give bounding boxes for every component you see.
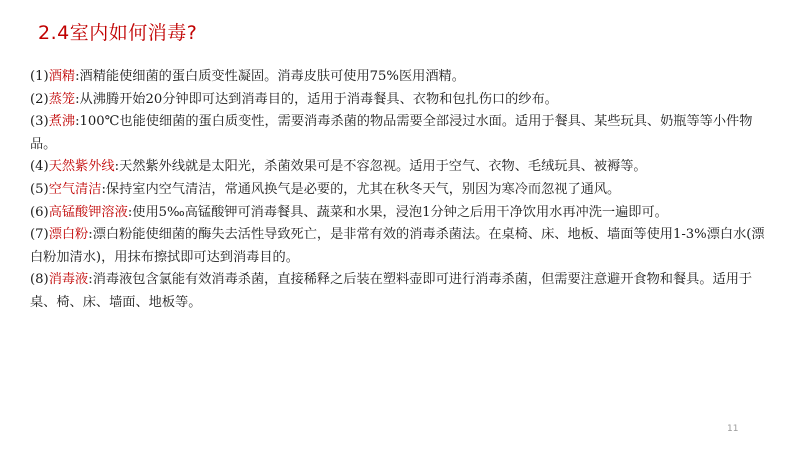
page-title: 2.4室内如何消毒? (38, 22, 198, 44)
item-text: :漂白粉能使细菌的酶失去活性导致死亡，是非常有效的消毒杀菌法。在桌椅、床、地板、墙面等使用1-3%漂白水(漂白粉加清水)，用抹布擦拭即可达到消毒目的。 (30, 227, 765, 265)
item-keyword: 消毒液 (48, 272, 89, 288)
list-item (30, 269, 775, 314)
list-item (30, 224, 775, 269)
item-text: :消毒液包含氯能有效消毒杀菌，直接稀释之后装在塑料壶即可进行消毒杀菌，但需要注意避开食物和餐具。适用于桌、椅、床、墙面、地板等。 (30, 272, 753, 310)
item-number: (8) (30, 272, 49, 288)
item-keyword: 漂白粉 (48, 227, 89, 243)
item-number: (5) (30, 181, 49, 197)
list-item (30, 179, 775, 202)
item-text: :使用5‰高锰酸钾可消毒餐具、蔬菜和水果，浸泡1分钟之后用干净饮用水再冲洗一遍即可。 (127, 204, 668, 220)
item-text: :100℃也能使细菌的蛋白质变性，需要消毒杀菌的物品需要全部浸过水面。适用于餐具、某些玩具、奶瓶等等小件物品。 (30, 114, 753, 152)
item-keyword: 空气清洁 (48, 181, 102, 197)
item-text: :保持室内空气清洁，常通风换气是必要的，尤其在秋冬天气，别因为寒冷而忽视了通风。 (101, 181, 621, 197)
item-keyword: 煮沸 (48, 114, 76, 130)
content-list (30, 66, 775, 315)
item-keyword: 高锰酸钾溶液 (48, 204, 128, 220)
list-item (30, 156, 775, 179)
list-item (30, 202, 775, 225)
item-text: :天然紫外线就是太阳光，杀菌效果可是不容忽视。适用于空气、衣物、毛绒玩具、被褥等。 (114, 159, 647, 175)
item-keyword: 酒精 (48, 69, 76, 84)
item-text: :酒精能使细菌的蛋白质变性凝固。消毒皮肤可使用75%医用酒精。 (75, 69, 465, 84)
item-number: (6) (30, 204, 49, 220)
item-number: (1) (30, 69, 49, 84)
list-item (30, 111, 775, 156)
item-keyword: 蒸笼 (48, 91, 76, 107)
item-keyword: 天然紫外线 (48, 159, 115, 175)
list-item (30, 89, 775, 112)
item-text: :从沸腾开始20分钟即可达到消毒目的，适用于消毒餐具、衣物和包扎伤口的纱布。 (75, 91, 558, 107)
item-number: (2) (30, 91, 49, 107)
item-number: (4) (30, 159, 49, 175)
item-number: (3) (30, 114, 49, 130)
list-item (30, 66, 775, 89)
item-number: (7) (30, 227, 49, 243)
page-number: 11 (727, 424, 739, 434)
